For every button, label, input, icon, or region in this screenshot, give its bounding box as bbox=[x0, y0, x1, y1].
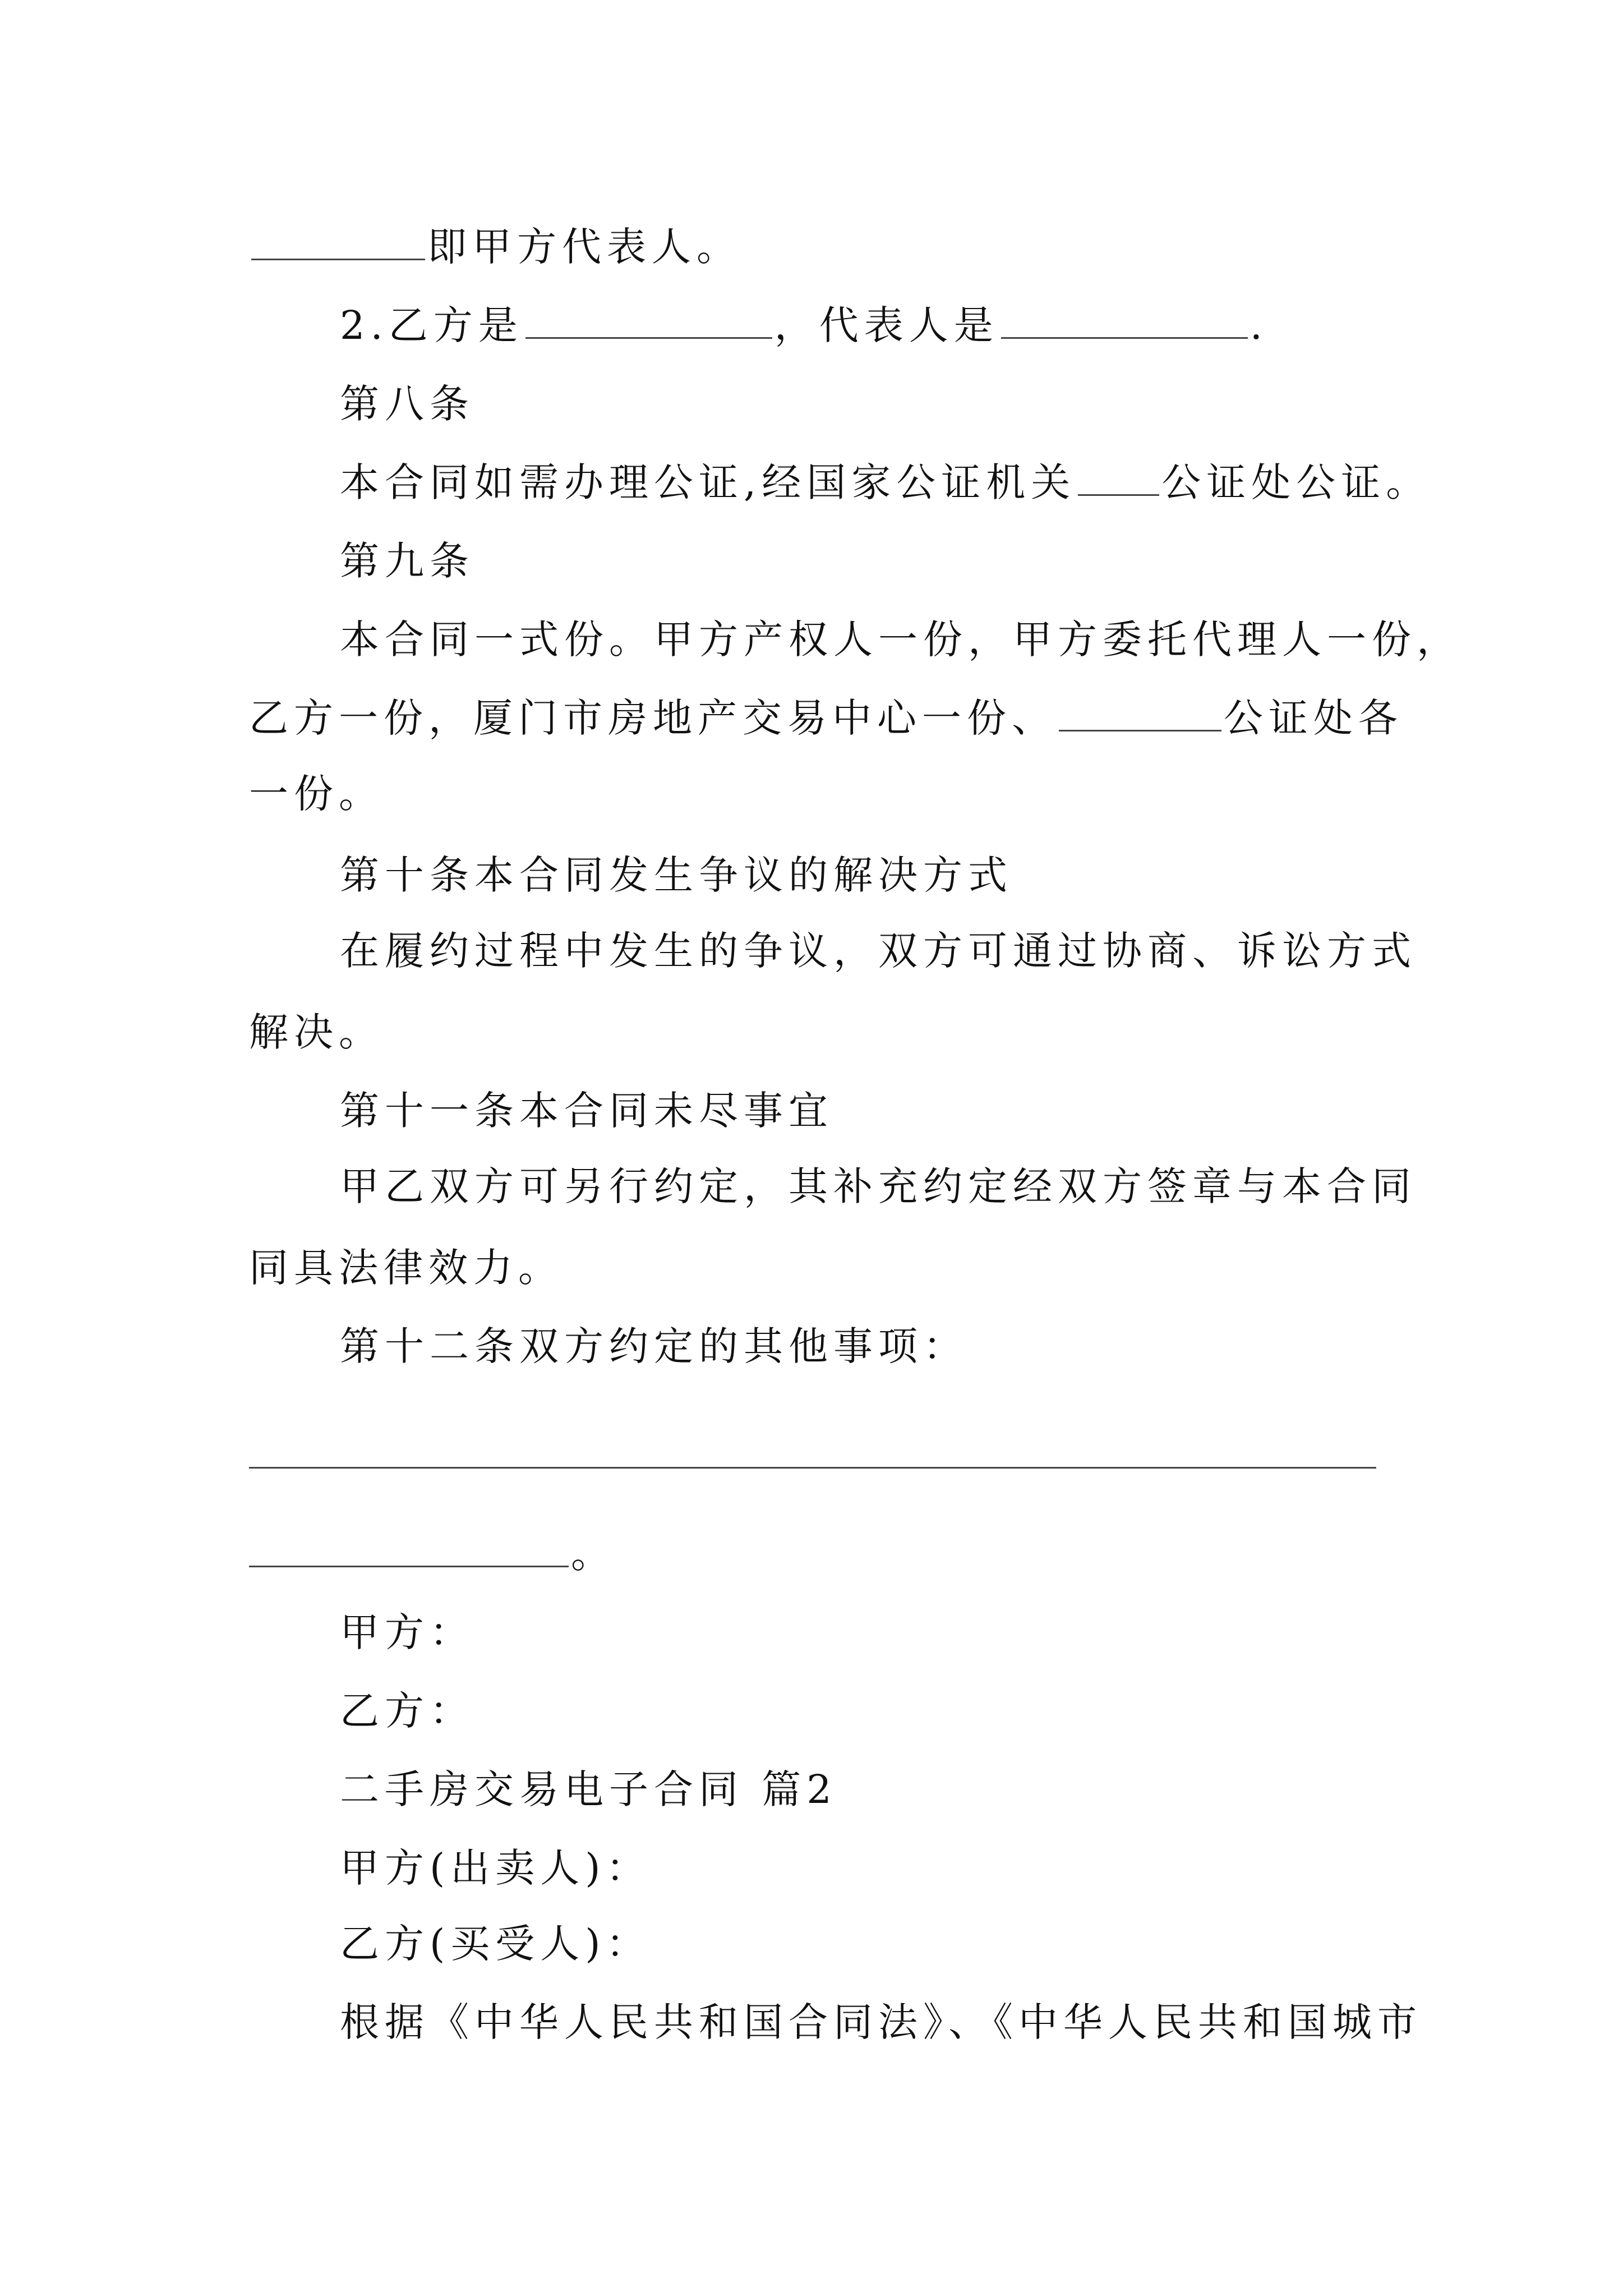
article-10-text-2: 解决。 bbox=[249, 1009, 384, 1055]
blank-field bbox=[1001, 298, 1248, 339]
party-a-seller: 甲方(出卖人)： bbox=[340, 1845, 651, 1891]
legal-basis-text: 根据《中华人民共和国合同法》、《中华人民共和国城市 bbox=[340, 1999, 1422, 2045]
blank-field bbox=[249, 1526, 569, 1567]
signature-party-a: 甲方： bbox=[340, 1609, 474, 1655]
article-8-text: 本合同如需办理公证,经国家公证机关 公证处公证。 bbox=[340, 452, 1431, 513]
blank-field bbox=[1059, 691, 1221, 731]
party-b-buyer: 乙方(买受人)： bbox=[340, 1921, 651, 1967]
article-10-text-1: 在履约过程中发生的争议，双方可通过协商、诉讼方式 bbox=[340, 928, 1417, 974]
article-11-text-2: 同具法律效力。 bbox=[249, 1245, 563, 1291]
signature-party-b: 乙方： bbox=[340, 1688, 474, 1734]
article-8-heading: 第八条 bbox=[340, 381, 474, 427]
blank-field bbox=[1078, 455, 1159, 496]
article-11-text-1: 甲乙双方可另行约定，其补充约定经双方签章与本合同 bbox=[340, 1163, 1417, 1209]
article-10-heading: 第十条本合同发生争议的解决方式 bbox=[340, 852, 1013, 898]
section-title-part-2: 二手房交易电子合同 篇2 bbox=[340, 1766, 837, 1812]
line-party-a-representative: 即甲方代表人。 bbox=[249, 216, 741, 278]
article-9-text-1: 本合同一式份。甲方产权人一份，甲方委托代理人一份， bbox=[340, 616, 1461, 662]
article-9-text-2: 乙方一份，厦门市房地产交易中心一份、 公证处各 bbox=[249, 687, 1403, 749]
blank-line-end: 。 bbox=[249, 1523, 616, 1585]
blank-field bbox=[525, 298, 772, 339]
blank-field bbox=[251, 219, 425, 260]
article-11-heading: 第十一条本合同未尽事宜 bbox=[340, 1088, 833, 1134]
article-12-heading: 第十二条双方约定的其他事项： bbox=[340, 1323, 968, 1369]
article-9-text-3: 一份。 bbox=[249, 771, 384, 817]
blank-line-full bbox=[249, 1467, 1376, 1469]
article-9-heading: 第九条 bbox=[340, 538, 474, 584]
line-party-b: 2.乙方是 ，代表人是 . bbox=[340, 295, 1268, 356]
